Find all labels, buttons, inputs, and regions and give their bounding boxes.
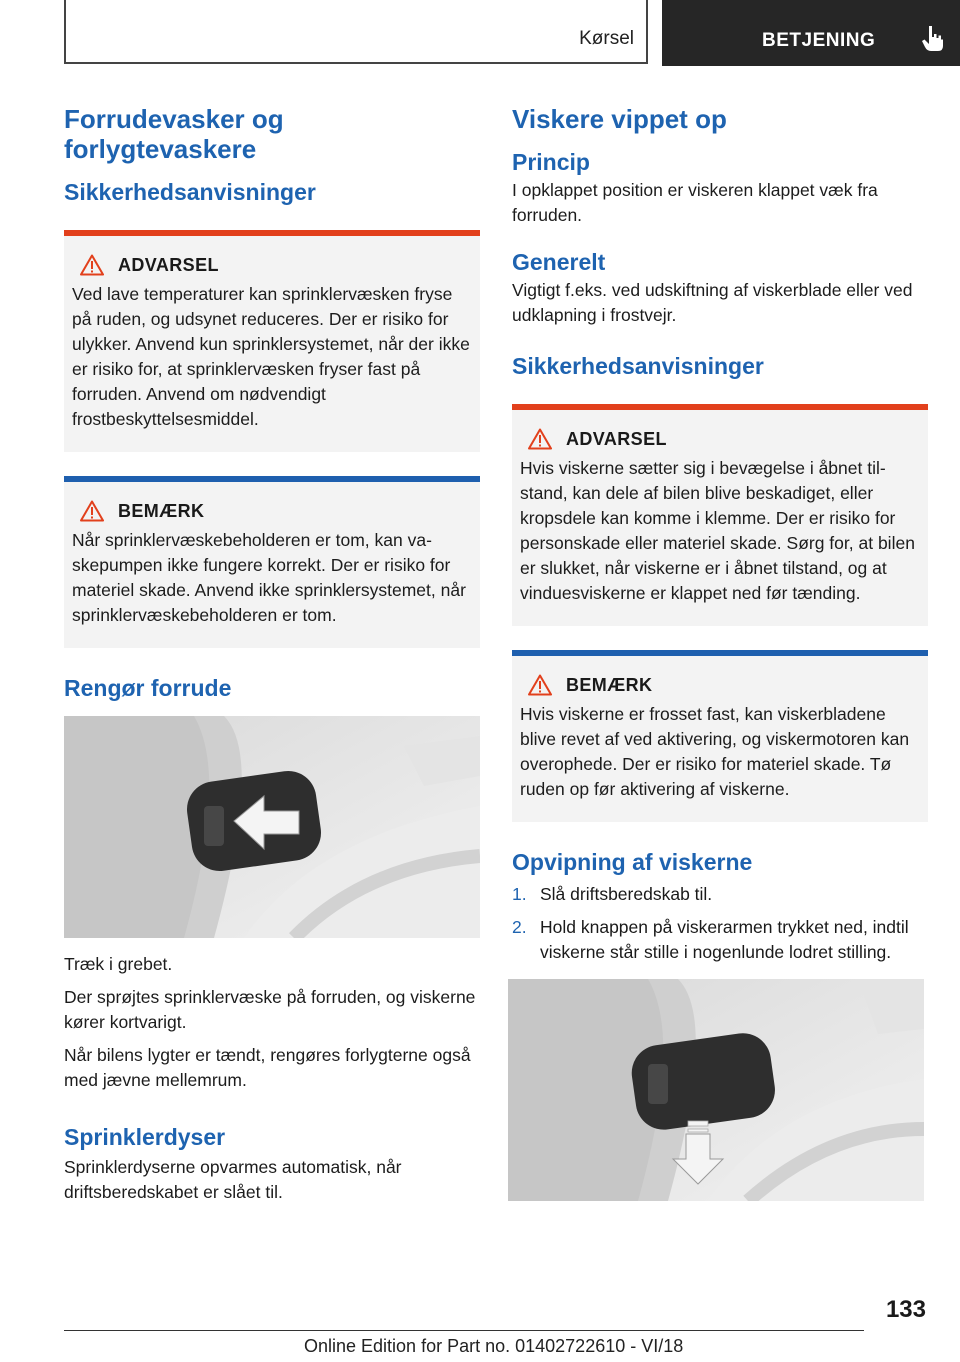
general-heading: Generelt bbox=[512, 249, 606, 275]
edition-footer: Online Edition for Part no. 01402722610 - VI/18 bbox=[304, 1336, 684, 1356]
clean-description: Der sprøjtes sprinklervæske på forruden, og viskerne kører kortvarigt. bbox=[64, 987, 476, 1032]
step-number: 1. bbox=[512, 884, 527, 904]
warning-triangle-icon bbox=[80, 500, 104, 522]
warning-box-right bbox=[512, 404, 928, 626]
clean-windshield-heading: Rengør forrude bbox=[64, 675, 232, 701]
note-box bbox=[64, 476, 480, 648]
principle-heading: Princip bbox=[512, 149, 590, 175]
step-text: Slå driftsberedskab til. bbox=[540, 884, 713, 904]
pointing-hand-icon bbox=[920, 24, 946, 52]
headlight-cleaning-text: Når bilens lygter er tændt, rengøres forlygterne også med jævne mellemrum. bbox=[64, 1045, 471, 1090]
fold-up-steps bbox=[512, 882, 928, 965]
warning-text: Hvis viskerne sætter sig i bevægelse i åbnet tilstand, kan dele af bilen blive beskadiget, eller kropsdele kan komme i klemme. Der er risiko for personskade eller materiel skade. Sørg for, at bilen er slukket, når viskerne er i åbnet tilstand, og at vinduesviskerne er klappet ned før tænding. bbox=[520, 458, 915, 603]
note-box-right bbox=[512, 650, 928, 822]
general-text: Vigtigt f.eks. ved udskiftning af viskerblade eller ved udklapning i frostvejr. bbox=[512, 280, 913, 325]
nozzles-text: Sprinklerdyserne opvarmes automatisk, når driftsberedskabet er slået til. bbox=[64, 1157, 402, 1202]
list-item bbox=[512, 882, 928, 907]
safety-heading: Sikkerhedsanvisninger bbox=[64, 179, 316, 205]
warning-triangle-icon bbox=[528, 428, 552, 450]
footer-divider bbox=[64, 1330, 864, 1331]
clean-step-pull: Træk i grebet. bbox=[64, 954, 173, 974]
note-label: BEMÆRK bbox=[118, 500, 205, 521]
chapter-label: BETJENING bbox=[762, 30, 876, 51]
section-title-washer: Forrudevasker og forlygtevaskere bbox=[64, 104, 284, 164]
warning-triangle-icon bbox=[80, 254, 104, 276]
warning-triangle-icon bbox=[528, 674, 552, 696]
list-item bbox=[512, 915, 928, 965]
step-text: Hold knappen på viskerarmen trykket ned, indtil viskerne står stille i nogenlunde lodret stilling. bbox=[540, 917, 909, 962]
step-number: 2. bbox=[512, 917, 527, 937]
warning-label: ADVARSEL bbox=[118, 254, 219, 275]
header-section-tab bbox=[64, 0, 648, 64]
nozzles-heading: Sprinklerdyser bbox=[64, 1124, 226, 1150]
warning-box bbox=[64, 230, 480, 452]
note-text: Hvis viskerne er frosset fast, kan viskerbladene blive revet af ved aktivering, og viskermotoren kan overophede. Der er risiko for materiel skade. Tø ruden op før aktivering af viskerne. bbox=[520, 704, 910, 799]
note-text: Når sprinklervæskebeholderen er tom, kan vaskepumpen ikke fungere korrekt. Der er risiko for materiel skade. Anvend ikke sprinklersystemet, når sprinklervæskebeholderen er tom. bbox=[72, 530, 466, 625]
right-column bbox=[512, 104, 928, 1201]
fold-up-heading: Opvipning af viskerne bbox=[512, 849, 753, 875]
left-column bbox=[64, 104, 480, 1213]
wiper-stalk-push-illustration bbox=[508, 979, 924, 1201]
warning-label: ADVARSEL bbox=[566, 428, 667, 449]
page-number: 133 bbox=[885, 1296, 926, 1323]
section-title-wipers-up: Viskere vippet op bbox=[512, 104, 727, 134]
section-label: Kørsel bbox=[579, 28, 634, 49]
wiper-stalk-pull-illustration bbox=[64, 716, 480, 938]
safety-heading-right: Sikkerhedsanvisninger bbox=[512, 353, 764, 379]
note-label: BEMÆRK bbox=[566, 674, 653, 695]
principle-text: I opklappet position er viskeren klappet væk fra forruden. bbox=[512, 180, 878, 225]
header-chapter-tab bbox=[662, 0, 960, 66]
warning-text: Ved lave temperaturer kan sprinklervæsken fryse på ruden, og udsynet reduceres. Der er risiko for ulykker. Anvend kun sprinklersystemet, når der ikke er risiko for, at sprinklervæsken fryser fast på forruden. Anvend om nødvendigt frostbeskyttelsesmiddel. bbox=[72, 284, 470, 429]
